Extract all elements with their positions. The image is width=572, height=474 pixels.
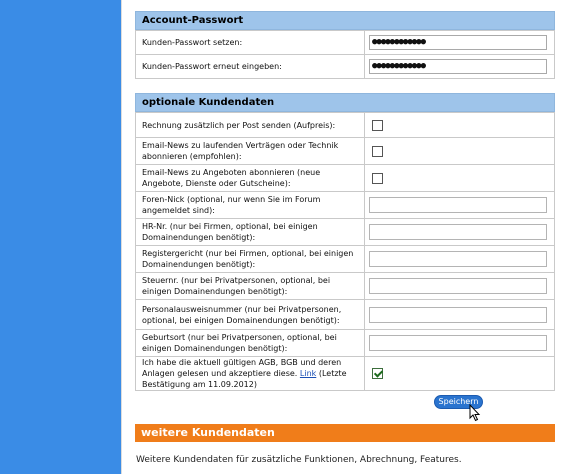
terms-label xyxy=(136,357,365,391)
account-password-table xyxy=(135,30,555,79)
more-data-description: Weitere Kundendaten für zusätzliche Funktionen, Abrechnung, Features. xyxy=(136,455,462,465)
table-row xyxy=(136,192,555,219)
hr-number-label: HR-Nr. (nur bei Firmen, optional, bei einigen Domainendungen benötigt): xyxy=(136,219,365,246)
forum-nick-label: Foren-Nick (optional, nur wenn Sie im Forum angemeldet sind): xyxy=(136,192,365,219)
postal-invoice-checkbox[interactable] xyxy=(372,120,383,131)
id-card-input[interactable] xyxy=(369,307,547,323)
postal-invoice-label: Rechnung zusätzlich per Post senden (Aufpreis): xyxy=(136,113,365,138)
table-row xyxy=(136,246,555,273)
tax-number-input[interactable] xyxy=(369,278,547,294)
table-row xyxy=(136,113,555,138)
tax-number-label: Steuernr. (nur bei Privatpersonen, optional, bei einigen Domainendungen benötigt): xyxy=(136,273,365,300)
table-row xyxy=(136,138,555,165)
mouse-cursor-icon xyxy=(469,404,481,422)
terms-checkbox[interactable] xyxy=(372,368,383,379)
forum-nick-input[interactable] xyxy=(369,197,547,213)
id-card-label: Personalausweisnummer (nur bei Privatpersonen, optional, bei einigen Domainendungen benötigt): xyxy=(136,300,365,330)
table-row xyxy=(136,31,555,55)
birthplace-label: Geburtsort (nur bei Privatpersonen, optional, bei einigen Domainendungen benötigt): xyxy=(136,330,365,357)
optional-data-table xyxy=(135,112,555,391)
left-sidebar xyxy=(0,0,121,474)
terms-link[interactable]: Link xyxy=(299,369,317,378)
save-button[interactable]: Speichern xyxy=(434,395,483,409)
password-input[interactable]: ●●●●●●●●●●●● xyxy=(369,35,547,50)
tech-news-label: Email-News zu laufenden Verträgen oder Technik abonnieren (empfohlen): xyxy=(136,138,365,165)
register-court-input[interactable] xyxy=(369,251,547,267)
birthplace-input[interactable] xyxy=(369,335,547,351)
table-row xyxy=(136,165,555,192)
table-row xyxy=(136,330,555,357)
hr-number-input[interactable] xyxy=(369,224,547,240)
register-court-label: Registergericht (nur bei Firmen, optional, bei einigen Domainendungen benötigt): xyxy=(136,246,365,273)
terms-text: Ich habe die aktuell gültigen AGB, BGB und deren Anlagen gelesen und akzeptiere diese. xyxy=(142,358,342,378)
table-row xyxy=(136,273,555,300)
offers-news-label: Email-News zu Angeboten abonnieren (neue Angebote, Dienste oder Gutscheine): xyxy=(136,165,365,192)
sidebar-gutter xyxy=(121,0,131,474)
optional-data-header: optionale Kundendaten xyxy=(135,93,555,112)
table-row xyxy=(136,357,555,391)
table-row xyxy=(136,300,555,330)
tech-news-checkbox[interactable] xyxy=(372,146,383,157)
password-confirm-input[interactable]: ●●●●●●●●●●●● xyxy=(369,59,547,74)
account-password-header: Account-Passwort xyxy=(135,11,555,30)
table-row xyxy=(136,219,555,246)
password-confirm-label: Kunden-Passwort erneut eingeben: xyxy=(136,55,365,79)
password-label: Kunden-Passwort setzen: xyxy=(136,31,365,55)
terms-confirmation-date: (Letzte Bestätigung am 11.09.2012) xyxy=(142,369,347,389)
table-row xyxy=(136,55,555,79)
offers-news-checkbox[interactable] xyxy=(372,173,383,184)
more-data-header: weitere Kundendaten xyxy=(135,424,555,442)
